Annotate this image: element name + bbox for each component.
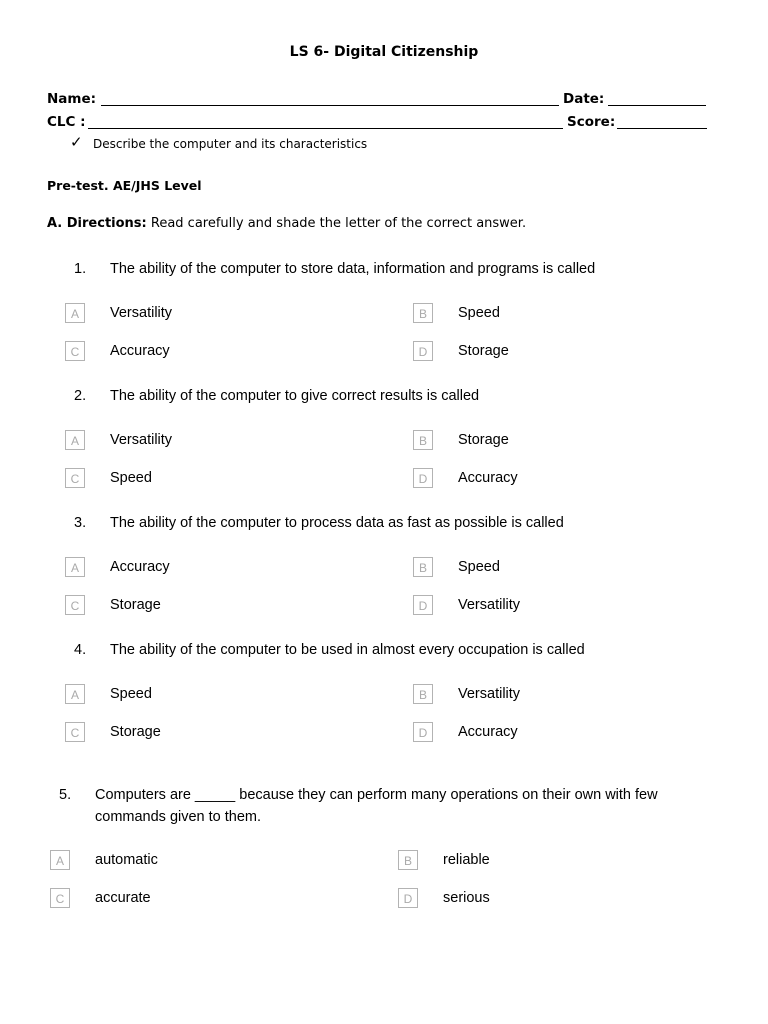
checkmark-icon: ✓	[70, 133, 83, 151]
score-label: Score:	[567, 114, 616, 130]
question-number: 5.	[59, 787, 72, 803]
option-box-c[interactable]: C	[50, 888, 70, 908]
option-text: Storage	[110, 724, 161, 740]
option-text: Storage	[110, 597, 161, 613]
option-box-b[interactable]: B	[413, 303, 433, 323]
option-text: Speed	[110, 470, 152, 486]
option-box-b[interactable]: B	[413, 430, 433, 450]
option-box-a[interactable]: A	[65, 557, 85, 577]
clc-label: CLC :	[47, 114, 86, 130]
option-text: Speed	[110, 686, 152, 702]
option-box-a[interactable]: A	[65, 303, 85, 323]
option-text: Storage	[458, 432, 509, 448]
option-text: serious	[443, 890, 490, 906]
option-text: Versatility	[458, 597, 521, 613]
score-field[interactable]	[617, 128, 707, 129]
option-text: Versatility	[458, 686, 521, 702]
option-box-a[interactable]: A	[65, 684, 85, 704]
option-text: Accuracy	[110, 559, 170, 575]
pretest-label: Pre-test. AE/JHS Level	[47, 178, 202, 193]
question-text: The ability of the computer to process data as fast as possible is called	[110, 515, 564, 531]
option-text: automatic	[95, 852, 158, 868]
directions-label: A. Directions:	[47, 216, 147, 231]
option-box-c[interactable]: C	[65, 595, 85, 615]
question-text-line1: Computers are _____ because they can perform many operations on their own with few	[95, 787, 658, 803]
option-text: Speed	[458, 559, 500, 575]
option-box-a[interactable]: A	[50, 850, 70, 870]
directions	[47, 216, 526, 231]
directions-text: Read carefully and shade the letter of the correct answer.	[146, 216, 527, 231]
question-text: The ability of the computer to be used in almost every occupation is called	[110, 642, 585, 658]
option-text: Accuracy	[458, 470, 518, 486]
option-text: accurate	[95, 890, 151, 906]
option-text: Versatility	[110, 432, 173, 448]
date-field[interactable]	[608, 105, 706, 106]
question-number: 1.	[74, 261, 87, 277]
option-box-d[interactable]: D	[398, 888, 418, 908]
clc-field[interactable]	[88, 128, 563, 129]
question-text: The ability of the computer to store data, information and programs is called	[110, 261, 596, 277]
option-box-b[interactable]: B	[398, 850, 418, 870]
option-box-c[interactable]: C	[65, 468, 85, 488]
name-field[interactable]	[101, 105, 559, 106]
name-label: Name:	[47, 91, 97, 107]
option-box-c[interactable]: C	[65, 341, 85, 361]
option-box-d[interactable]: D	[413, 468, 433, 488]
option-box-d[interactable]: D	[413, 595, 433, 615]
question-text-line2: commands given to them.	[95, 809, 262, 825]
option-box-b[interactable]: B	[413, 557, 433, 577]
date-label: Date:	[563, 91, 605, 107]
option-text: reliable	[443, 852, 490, 868]
objective-text: Describe the computer and its characteristics	[93, 137, 368, 151]
page-title: LS 6- Digital Citizenship	[289, 44, 479, 60]
question-number: 3.	[74, 515, 87, 531]
option-text: Versatility	[110, 305, 173, 321]
question-text: The ability of the computer to give correct results is called	[110, 388, 480, 404]
option-text: Storage	[458, 343, 509, 359]
question-number: 2.	[74, 388, 87, 404]
question-number: 4.	[74, 642, 87, 658]
option-text: Accuracy	[458, 724, 518, 740]
option-box-d[interactable]: D	[413, 722, 433, 742]
option-box-a[interactable]: A	[65, 430, 85, 450]
option-box-d[interactable]: D	[413, 341, 433, 361]
option-box-c[interactable]: C	[65, 722, 85, 742]
option-text: Accuracy	[110, 343, 170, 359]
option-box-b[interactable]: B	[413, 684, 433, 704]
option-text: Speed	[458, 305, 500, 321]
